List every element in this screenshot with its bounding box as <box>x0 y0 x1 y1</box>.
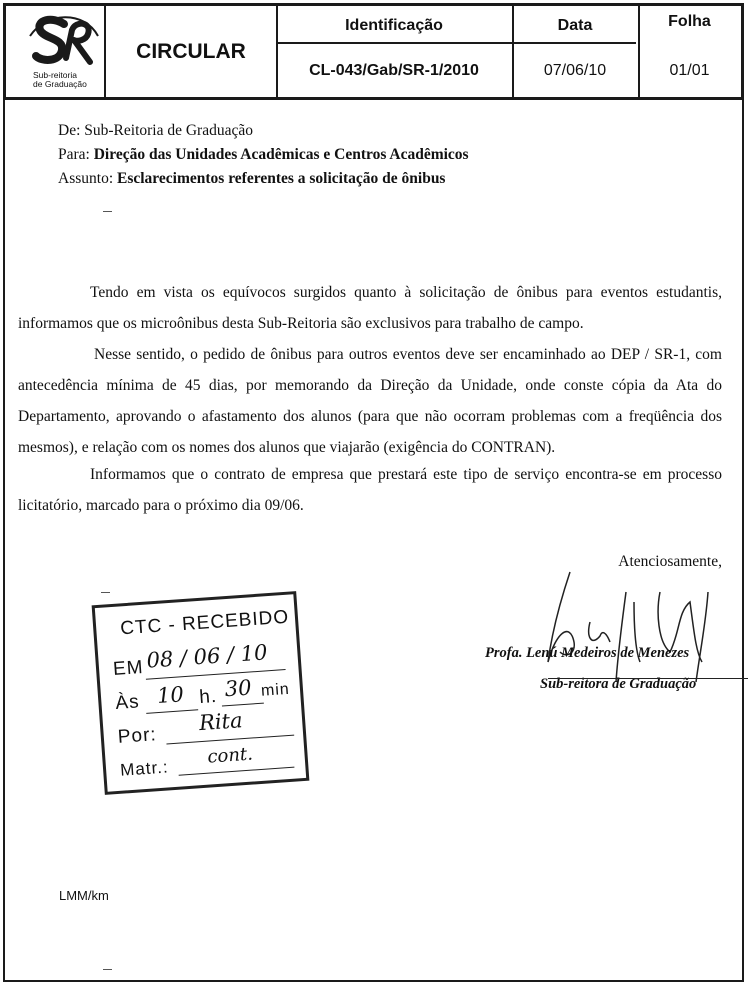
subject-label: Assunto: <box>58 170 114 187</box>
to-value: Direção das Unidades Acadêmicas e Centros Acadêmicos <box>93 146 469 163</box>
paragraph-1: Tendo em vista os equívocos surgidos quanto à solicitação de ônibus para eventos estudantis, informamos que os microônibus desta Sub-Reitoria são exclusivos para trabalho de campo. <box>18 284 722 332</box>
stamp-as-label: Às <box>114 691 141 714</box>
date-value: 07/06/10 <box>543 62 607 79</box>
to-label: Para: <box>58 146 90 163</box>
from-value: Sub-Reitoria de Graduação <box>84 122 253 139</box>
from-line <box>58 122 253 140</box>
logo-caption-1: Sub-reitoria <box>33 70 77 80</box>
header-table <box>3 3 744 100</box>
stamp-matr-label: Matr.: <box>119 757 170 780</box>
id-label: Identificação <box>345 17 443 34</box>
margin-mark <box>101 592 110 593</box>
stamp-em-label: EM <box>112 656 145 681</box>
stamp-hour: 10 <box>156 682 185 709</box>
margin-mark <box>103 211 112 212</box>
subject-value: Esclarecimentos referentes a solicitação de ônibus <box>117 170 446 187</box>
logo-caption-2: de Graduação <box>33 79 87 89</box>
id-value: CL-043/Gab/SR-1/2010 <box>309 62 479 79</box>
paragraph-3: Informamos que o contrato de empresa que prestará este tipo de serviço encontra-se em processo licitatório, marcado para o próximo dia 09/06. <box>18 466 722 514</box>
doc-type: CIRCULAR <box>136 39 246 63</box>
page-value: 01/01 <box>669 62 710 79</box>
salutation: Atenciosamente, <box>618 553 722 570</box>
stamp-por-label: Por: <box>117 724 158 748</box>
page-border <box>3 100 744 982</box>
logo <box>6 6 106 97</box>
date-label: Data <box>557 17 593 34</box>
stamp-por: Rita <box>198 708 244 736</box>
page-label: Folha <box>668 13 711 30</box>
stamp-min: 30 <box>223 675 253 702</box>
paragraph-2: Nesse sentido, o pedido de ônibus para outros eventos deve ser encaminhado ao DEP / SR-1, com antecedência mínima de 45 dias, por memorando da Direção da Unidade, onde conste cópia da Ata do Departamento, aprovando o afastamento dos alunos (para que não ocorram problemas com a freqüência dos mesmos), e relação com os nomes dos alunos que viajarão (exigência do CONTRAN). <box>18 346 722 456</box>
received-stamp <box>92 591 310 795</box>
stamp-title: CTC - RECEBIDO <box>119 606 290 640</box>
author-initials: LMM/km <box>59 888 109 903</box>
signer-role: Sub-reitora de Graduação <box>540 676 697 692</box>
stamp-min-label: min <box>260 680 291 700</box>
signer-name: Profa. Lenú Medeiros de Menezes <box>485 645 690 661</box>
to-line <box>58 146 469 164</box>
stamp-date: 08 / 06 / 10 <box>145 640 269 673</box>
margin-mark <box>103 969 112 970</box>
from-label: De: <box>58 122 81 139</box>
stamp-h-label: h. <box>198 685 218 709</box>
subject-line <box>58 170 445 188</box>
sr-logo-icon <box>6 6 106 72</box>
signature-line <box>548 678 748 679</box>
stamp-matr: cont. <box>206 743 254 768</box>
